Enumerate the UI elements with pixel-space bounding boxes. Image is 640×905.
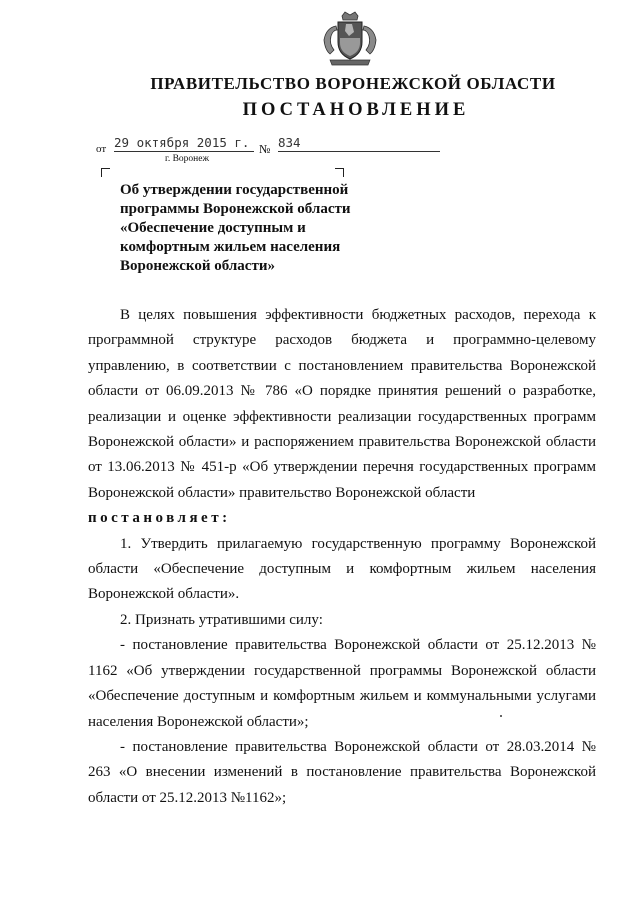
date-from-label: от xyxy=(96,143,107,155)
item-2b-paragraph: - постановление правительства Воронежской области от 28.03.2014 № 263 «О внесении изменений в постановление правительства Воронежской области от 25.12.2013 №1162»; xyxy=(88,738,596,806)
subject-line: Воронежской области» xyxy=(120,258,275,274)
subject-bracket-right xyxy=(335,168,344,177)
scan-speck xyxy=(500,715,502,717)
subject-line: Об утверждении государственной xyxy=(120,182,349,198)
document-date: 29 октября 2015 г. xyxy=(114,135,254,152)
subject-bracket-left xyxy=(101,168,110,177)
document-subject xyxy=(120,181,380,276)
subject-line: комфортным жильем населения xyxy=(120,239,341,255)
item-2-paragraph: 2. Признать утратившими силу: xyxy=(120,611,323,628)
document-type-title: ПОСТАНОВЛЕНИЕ xyxy=(242,100,470,120)
item-2a-paragraph: - постановление правительства Воронежской области от 25.12.2013 № 1162 «Об утверждении государственной программы Воронежской области «Обеспечение доступным и комфортным жильем и коммунальными услугами населения Воронежской области»; xyxy=(88,637,596,730)
number-label: № xyxy=(259,142,271,156)
item-1-paragraph: 1. Утвердить прилагаемую государственную программу Воронежской области «Обеспечение доступным и комфортным жильем населения Воронежской области». xyxy=(88,535,596,603)
city-label: г. Воронеж xyxy=(165,154,210,164)
subject-line: «Обеспечение доступным и xyxy=(120,220,306,236)
government-title: ПРАВИТЕЛЬСТВО ВОРОНЕЖСКОЙ ОБЛАСТИ xyxy=(150,74,556,93)
registration-line xyxy=(96,135,356,155)
document-number: 834 xyxy=(278,135,440,152)
document-body xyxy=(88,303,596,811)
preamble-paragraph: В целях повышения эффективности бюджетных расходов, перехода к программной структуре расходов бюджета и программно-целевому управлению, в соответствии с постановлением правительства Воронежской области от 06.09.2013 № 786 «О порядке принятия решений о разработке, реализации и оценке эффективности реализации государственных программ Воронежской области» и распоряжением правительства Воронежской области от 13.06.2013 № 451-р «Об утверждении перечня государственных программ Воронежской области» правительство Воронежской области xyxy=(88,307,596,501)
decree-word: постановляет: xyxy=(88,510,231,527)
subject-line: программы Воронежской области xyxy=(120,201,351,217)
coat-of-arms-icon xyxy=(316,10,384,70)
